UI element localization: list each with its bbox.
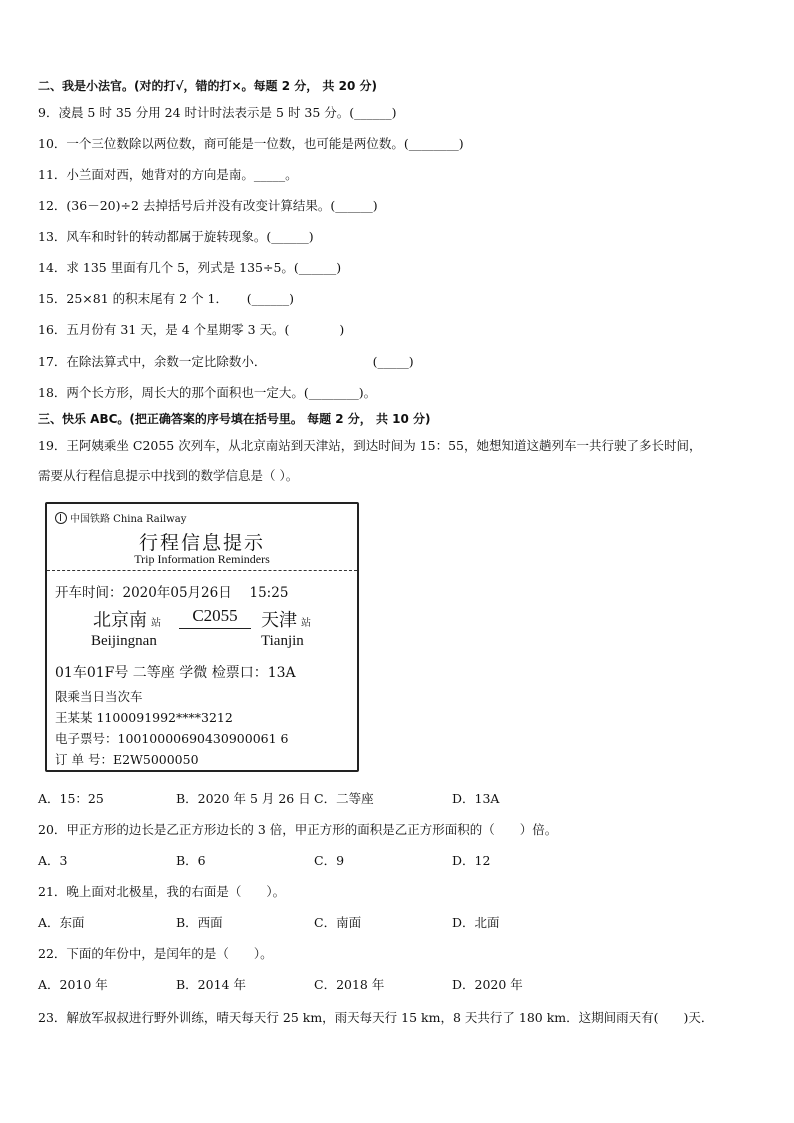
q21-option-d: D．北面 <box>452 915 500 930</box>
q19-option-b: B．2020 年 5 月 26 日 <box>176 791 311 806</box>
q20-option-d: D．12 <box>452 853 491 868</box>
trip-information-ticket <box>45 502 359 772</box>
ticket-subtitle: Trip Information Reminders <box>134 552 270 566</box>
ticket-from-station <box>93 606 161 632</box>
ticket-logo-text: 中国铁路 China Railway <box>70 514 187 525</box>
ticket-to-pinyin: Tianjin <box>261 633 304 649</box>
question-15: 15．25×81 的积末尾有 2 个 1． (______) <box>38 291 294 306</box>
question-10: 10．一个三位数除以两位数，商可能是一位数，也可能是两位数。(________) <box>38 136 464 151</box>
ticket-note: 限乘当日当次车 <box>55 689 143 704</box>
station-mark: 站 <box>151 618 161 629</box>
from-station-name: 北京南 <box>93 610 147 631</box>
question-23: 23．解放军叔叔进行野外训练，晴天每天行 25 km，雨天每天行 15 km，8 天共行了 180 km．这期间雨天有( )天． <box>38 1010 714 1025</box>
q20-option-c: C．9 <box>314 853 345 868</box>
ticket-departure-time: 开车时间：2020年05月26日 15:25 <box>55 585 289 601</box>
q22-option-d: D．2020 年 <box>452 977 523 992</box>
ticket-train-number: C2055 <box>179 606 251 629</box>
q21-option-a: A．东面 <box>38 915 85 930</box>
question-11: 11．小兰面对西，她背对的方向是南。_____。 <box>38 167 298 182</box>
to-station-name: 天津 <box>261 610 297 631</box>
q22-option-b: B．2014 年 <box>176 977 246 992</box>
q19-option-d: D．13A <box>452 791 500 806</box>
q20-option-a: A．3 <box>38 853 68 868</box>
question-9: 9．凌晨 5 时 35 分用 24 时计时法表示是 5 时 35 分。(______) <box>38 105 397 120</box>
question-20: 20．甲正方形的边长是乙正方形边长的 3 倍，甲正方形的面积是乙正方形面积的（ ）倍。 <box>38 822 558 837</box>
section-2-heading: 二、我是小法官。(对的打√，错的打×。每题 2 分， 共 20 分) <box>38 79 377 93</box>
question-19-line2: 需要从行程信息提示中找到的数学信息是（ ）。 <box>38 468 299 483</box>
ticket-from-pinyin: Beijingnan <box>91 633 157 649</box>
question-17: 17．在除法算式中，余数一定比除数小． (_____) <box>38 354 414 369</box>
q19-option-a: A．15：25 <box>38 791 104 806</box>
question-14: 14．求 135 里面有几个 5，列式是 135÷5。(______) <box>38 260 342 275</box>
question-13: 13．风车和时针的转动都属于旋转现象。(______) <box>38 229 314 244</box>
ticket-to-station <box>261 606 311 632</box>
q19-option-c: C．二等座 <box>314 791 374 806</box>
section-3-heading: 三、快乐 ABC。(把正确答案的序号填在括号里。 每题 2 分， 共 10 分) <box>38 412 431 426</box>
ticket-passenger: 王某某 1100091992****3212 <box>55 710 233 725</box>
question-22: 22．下面的年份中，是闰年的是（ ）。 <box>38 946 273 961</box>
ticket-order-number: 订 单 号：E2W5000050 <box>55 752 199 767</box>
question-18: 18．两个长方形，周长大的那个面积也一定大。(________)。 <box>38 385 377 400</box>
q22-option-a: A．2010 年 <box>38 977 108 992</box>
question-21: 21．晚上面对北极星，我的右面是（ ）。 <box>38 884 286 899</box>
ticket-divider <box>47 570 357 571</box>
q22-option-c: C．2018 年 <box>314 977 385 992</box>
china-railway-logo <box>55 510 186 525</box>
q20-option-b: B．6 <box>176 853 206 868</box>
railway-logo-icon <box>55 512 67 524</box>
ticket-eticket-number: 电子票号：10010000690430900061 6 <box>55 731 289 746</box>
q21-option-b: B．西面 <box>176 915 223 930</box>
question-19-line1: 19．王阿姨乘坐 C2055 次列车，从北京南站到天津站，到达时间为 15：55，她想知道这趟列车一共行驶了多长时间， <box>38 438 702 453</box>
station-mark: 站 <box>301 618 311 629</box>
question-16: 16．五月份有 31 天，是 4 个星期零 3 天。( ) <box>38 322 345 337</box>
ticket-seat-info: 01车01F号 二等座 学微 检票口：13A <box>55 665 296 681</box>
q21-option-c: C．南面 <box>314 915 362 930</box>
question-12: 12．(36－20)÷2 去掉括号后并没有改变计算结果。(______) <box>38 198 378 213</box>
ticket-title: 行程信息提示 <box>138 532 265 554</box>
